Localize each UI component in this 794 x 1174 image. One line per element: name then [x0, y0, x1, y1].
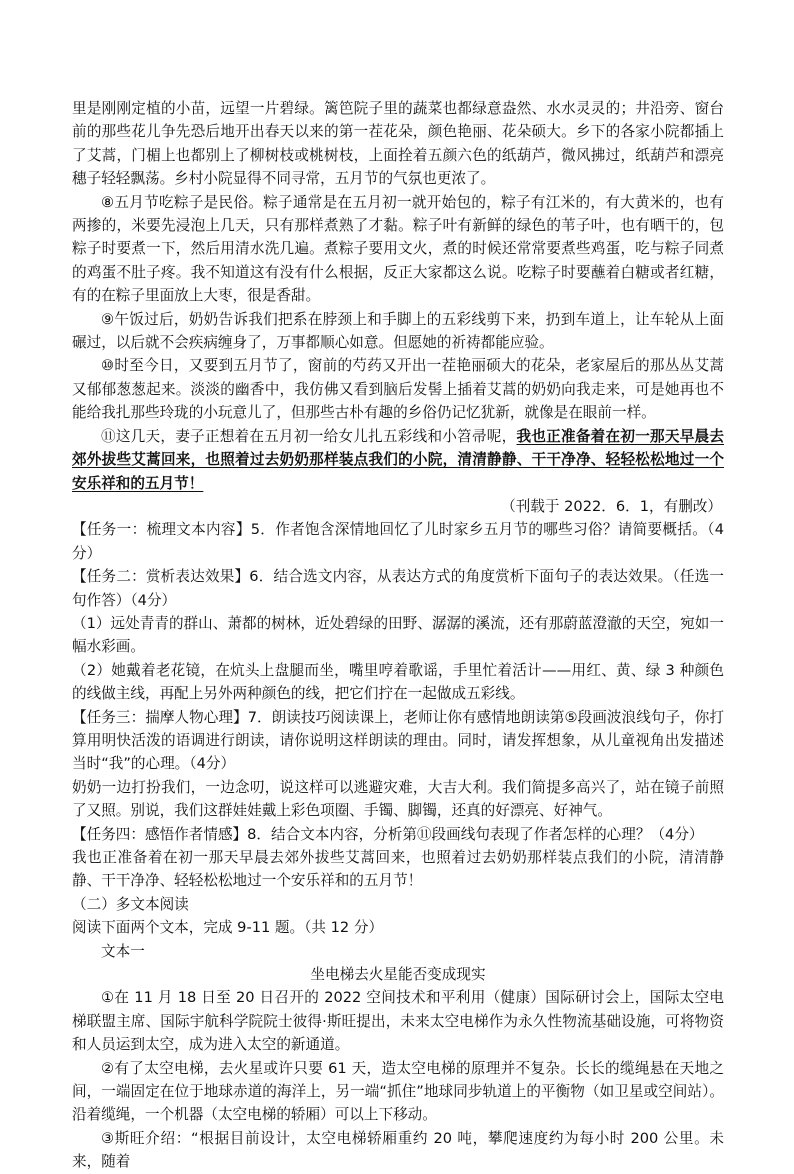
article-paragraph-1: ①在 11 月 18 日至 20 日召开的 2022 空间技术和平利用（健康）国际研讨会上，国际太空电梯联盟主席、国际宇航科学院院士彼得·斯旺提出，未来太空电梯作为永久性物流基础设施，可将物资和人员运到太空，成为进入太空的新通道。 [72, 989, 724, 1054]
article-paragraph-3: ③斯旺介绍：“根据目前设计，太空电梯轿厢重约 20 吨，攀爬速度约为每小时 200 公里。未来，随着 [72, 1129, 724, 1171]
task-2-sentence-2: （2）她戴着老花镜，在炕头上盘腿而坐，嘴里哼着歌谣，手里忙着活计——用红、黄、绿 3 种颜色的线做主线，再配上另外两种颜色的线，把它们拧在一起做成五彩线。 [72, 661, 724, 703]
paragraph-11-lead: ⑪这几天，妻子正想着在五月初一给女儿扎五彩线和小笤帚呢， [101, 427, 517, 445]
task-4: 【任务四：感悟作者情感】8．结合文本内容，分析第⑪段画线句表现了作者怎样的心理？（4分） [72, 825, 704, 843]
source-note: （刊载于 2022．6．1，有删改） [501, 497, 722, 515]
task-2-sentence-1: （1）远处青青的群山、萧都的树林，近处碧绿的田野、潺潺的溪流，还有那蔚蓝澄澈的天空，宛如一幅水彩画。 [72, 614, 724, 656]
task-4-quote: 我也正准备着在初一那天早晨去郊外拔些艾蒿回来，也照着过去奶奶那样装点我们的小院，清清静静、干干净净、轻轻松松地过一个安乐祥和的五月节！ [72, 849, 724, 890]
task-3: 【任务三：揣摩人物心理】7．朗读技巧阅读课上，老师让你有感情地朗读第⑤段画波浪线句子，你打算用明快活泼的语调进行朗读，请你说明这样朗读的理由。同时，请发挥想象，从儿童视角出发描述当时“我”的心理。（4分） [72, 708, 724, 773]
paragraph-11 [72, 425, 724, 495]
underlined-sentence: 我也正准备着在初一那天早晨去郊外拔些艾蒿回来，也照着过去奶奶那样装点我们的小院，清清静静、干干净净、轻轻松松地过一个安乐祥和的五月节！ [72, 427, 724, 492]
article-paragraph-2: ②有了太空电梯，去火星或许只要 61 天，造太空电梯的原理并不复杂。长长的缆绳悬在天地之间，一端固定在位于地球赤道的海洋上，另一端“抓住”地球同步轨道上的平衡物（如卫星或空间站）。沿着缆绳，一个机器（太空电梯的轿厢）可以上下移动。 [72, 1059, 724, 1124]
section-2-instruction: 阅读下面两个文本，完成 9-11 题。（共 12 分） [72, 919, 384, 937]
paragraph-9: ⑨午饭过后，奶奶告诉我们把系在脖颈上和手脚上的五彩线剪下来，扔到车道上，让车轮从上面碾过，以后就不会疾病缠身了，万事都顺心如意。但愿她的祈祷都能应验。 [72, 310, 724, 352]
task-1: 【任务一：梳理文本内容】5．作者饱含深情地回忆了儿时家乡五月节的哪些习俗？请简要概括。（4分） [72, 521, 724, 562]
article-title: 坐电梯去火星能否变成现实 [310, 966, 486, 984]
paragraph-8: ⑧五月节吃粽子是民俗。粽子通常是在五月初一就开始包的，粽子有江米的，有大黄米的，也有两掺的，米要先浸泡上几天，只有那样煮熟了才黏。粽子叶有新鲜的绿色的苇子叶，也有晒干的，包粽子时要煮一下，然后用清水洗几遍。煮粽子要用文火，煮的时候还常常要煮些鸡蛋，吃与粽子同煮的鸡蛋不肚子疼。我不知道这有没有什么根据，反正大家都这么说。吃粽子时要蘸着白糖或者红糖，有的在粽子里面放上大枣，很是香甜。 [72, 193, 724, 305]
section-2-heading: （二）多文本阅读 [72, 895, 189, 913]
paragraph-7-continued: 里是刚刚定植的小苗，远望一片碧绿。篱笆院子里的蔬菜也都绿意盎然、水水灵灵的；井沿旁、窗台前的那些花儿争先恐后地开出春天以来的第一茬花朵，颜色艳丽、花朵硕大。乡下的各家小院都插上了艾蒿，门楣上也都别上了柳树枝或桃树枝，上面拴着五颜六色的纸葫芦，微风拂过，纸葫芦和漂亮穗子轻轻飘荡。乡村小院显得不同寻常，五月节的气氛也更浓了。 [72, 100, 724, 188]
task-3-quote: 奶奶一边打扮我们，一边念叨，说这样可以逃避灾难，大吉大利。我们简提多高兴了，站在镜子前照了又照。别说，我们这群娃娃戴上彩色项圈、手镯、脚镯，还真的好漂亮、好神气。 [72, 778, 724, 820]
page-content [72, 97, 724, 1174]
paragraph-10: ⑩时至今日，又要到五月节了，窗前的芍药又开出一茬艳丽硕大的花朵，老家屋后的那丛丛艾蒿又郁郁葱葱起来。淡淡的幽香中，我仿佛又看到脑后发髻上插着艾蒿的奶奶向我走来，可是她再也不能给我扎那些玲珑的小玩意儿了，但那些古朴有趣的乡俗仍记忆犹新，就像是在眼前一样。 [72, 357, 724, 422]
text-one-label: 文本一 [101, 942, 145, 960]
task-2: 【任务二：赏析表达效果】6．结合选文内容，从表达方式的角度赏析下面句子的表达效果。（任选一句作答）（4分） [72, 568, 724, 609]
